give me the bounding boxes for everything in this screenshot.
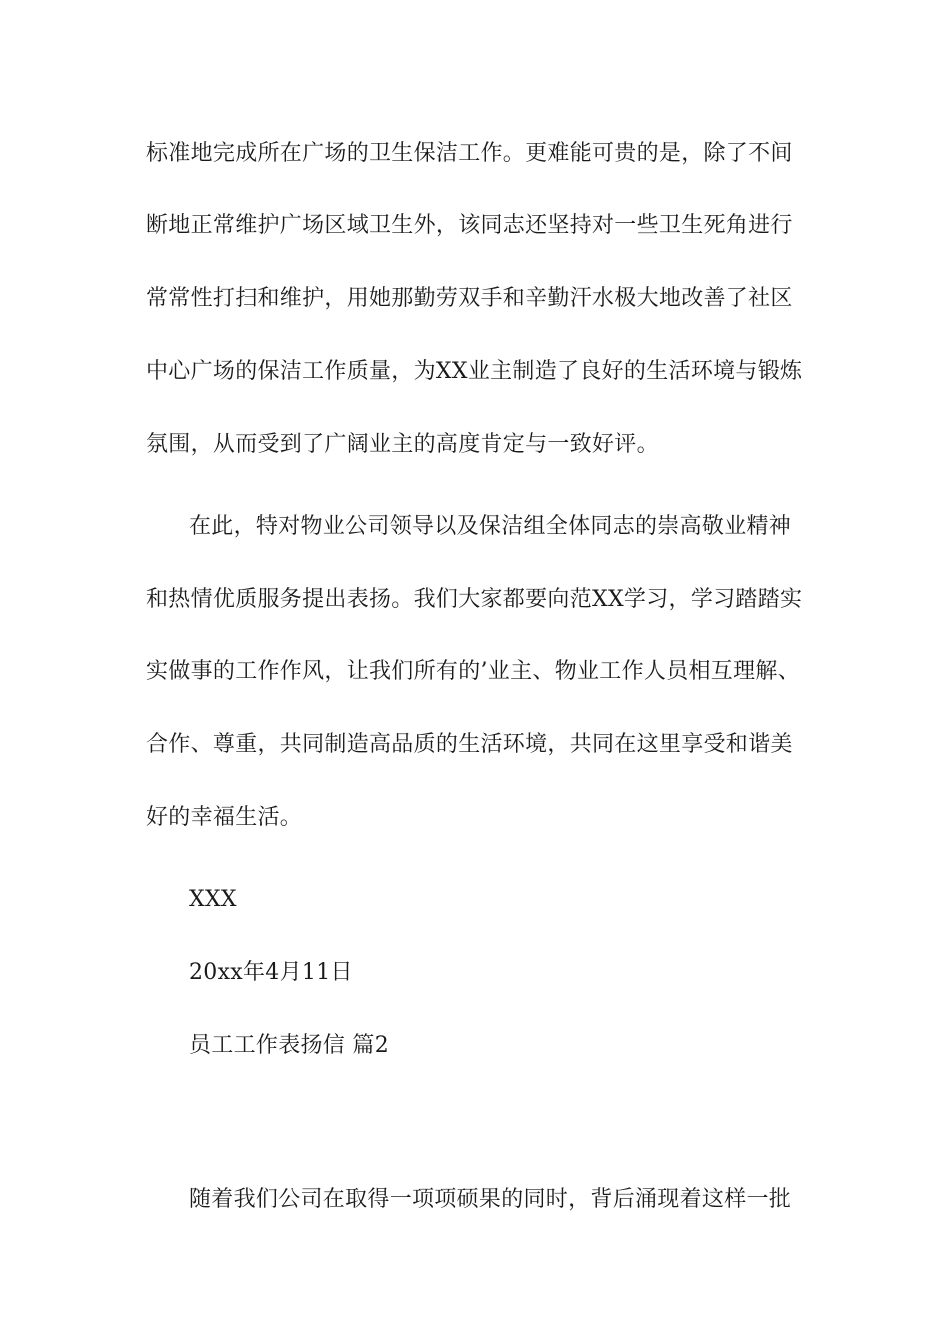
section-title: 员工工作表扬信 篇2 <box>189 1033 389 1058</box>
paragraph-1-line-4: 中心广场的保洁工作质量，为XX业主制造了良好的生活环境与锻炼 <box>146 359 803 384</box>
paragraph-2-line-3: 实做事的工作作风，让我们所有的’业主、物业工作人员相互理解、 <box>146 659 800 684</box>
signature: XXX <box>189 887 237 912</box>
paragraph-1-line-5: 氛围，从而受到了广阔业主的高度肯定与一致好评。 <box>146 432 659 457</box>
letter-date: 20xx年4月11日 <box>189 960 353 985</box>
paragraph-1-line-3: 常常性打扫和维护，用她那勤劳双手和辛勤汗水极大地改善了社区 <box>146 286 793 311</box>
paragraph-2-line-2: 和热情优质服务提出表扬。我们大家都要向范XX学习，学习踏踏实 <box>146 587 803 612</box>
paragraph-2-line-4: 合作、尊重，共同制造高品质的生活环境，共同在这里享受和谐美 <box>146 732 793 757</box>
paragraph-1-line-1: 标准地完成所在广场的卫生保洁工作。更难能可贵的是，除了不间 <box>146 141 793 166</box>
paragraph-2-line-5: 好的幸福生活。 <box>146 805 303 830</box>
paragraph-3-line-1: 随着我们公司在取得一项项硕果的同时，背后涌现着这样一批 <box>189 1187 792 1212</box>
paragraph-1-line-2: 断地正常维护广场区域卫生外，该同志还坚持对一些卫生死角进行 <box>146 213 793 238</box>
paragraph-2-line-1: 在此，特对物业公司领导以及保洁组全体同志的崇高敬业精神 <box>189 514 792 539</box>
